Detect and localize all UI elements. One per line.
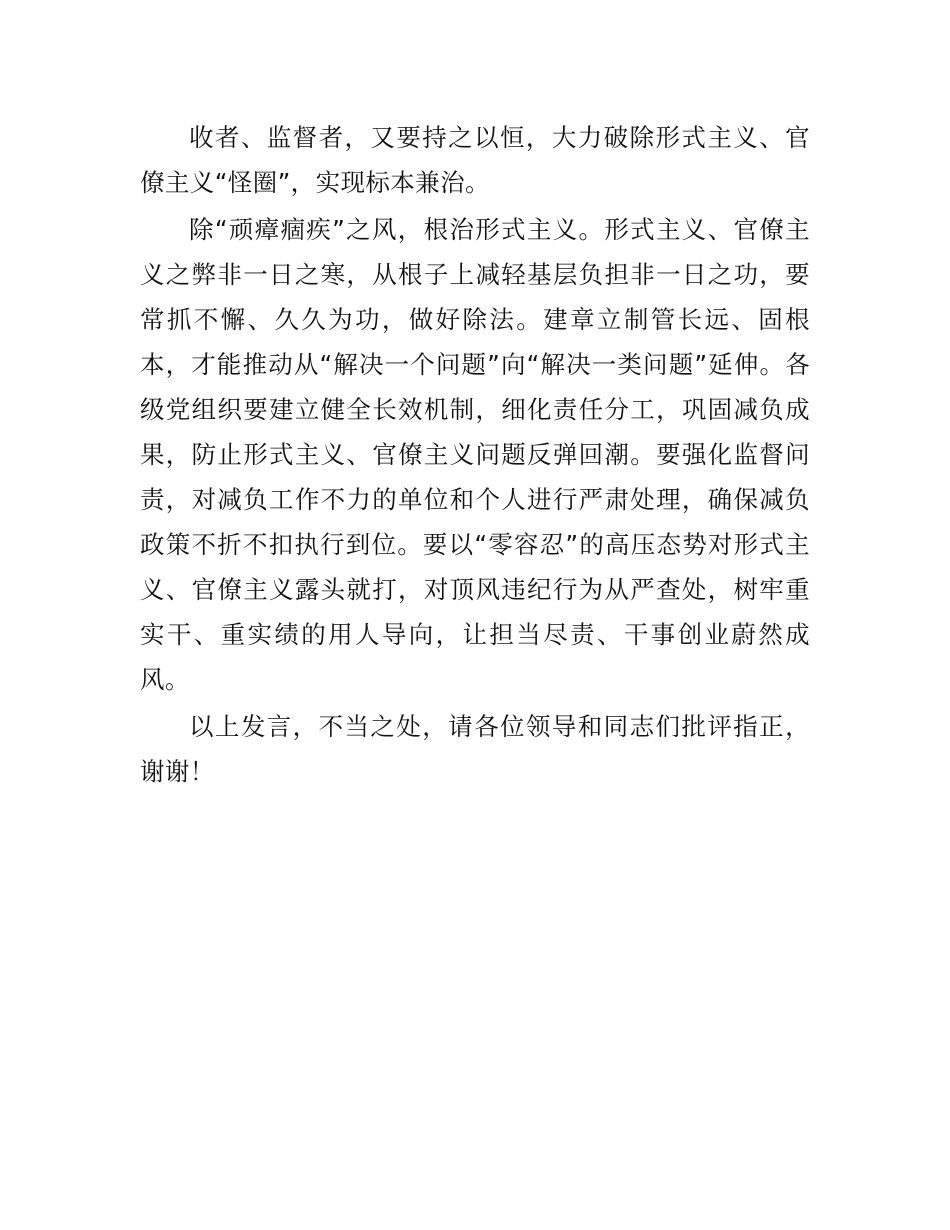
document-body: [140, 115, 810, 796]
paragraph-continuation: 收者、监督者，又要持之以恒，大力破除形式主义、官僚主义“怪圈”，实现标本兼治。: [140, 123, 810, 197]
paragraph-closing-remarks: 以上发言，不当之处，请各位领导和同志们批评指正，谢谢！: [140, 712, 810, 786]
paragraph-remove-formalism: 除“顽瘴痼疾”之风，根治形式主义。形式主义、官僚主义之弊非一日之寒，从根子上减轻基层负担非一日之功，要常抓不懈、久久为功，做好除法。建章立制管长远、固根本，才能推动从“解决一个问题”向“解决一类问题”延伸。各级党组织要建立健全长效机制，细化责任分工，巩固减负成果，防止形式主义、官僚主义问题反弹回潮。要强化监督问责，对减负工作不力的单位和个人进行严肃处理，确保减负政策不折不扣执行到位。要以“零容忍”的高压态势对形式主义、官僚主义露头就打，对顶风违纪行为从严查处，树牢重实干、重实绩的用人导向，让担当尽责、干事创业蔚然成风。: [140, 215, 810, 694]
